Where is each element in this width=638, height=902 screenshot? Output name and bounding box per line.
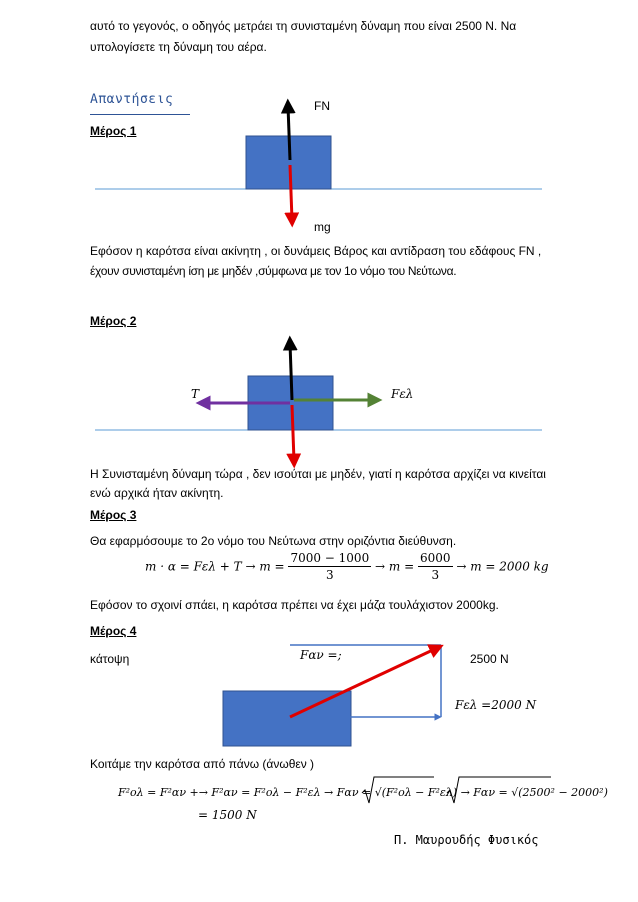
part2-text-2: ενώ αρχικά ήταν ακίνητη. [90,486,224,500]
part3-fraction-2 [418,550,453,583]
part4-view-label: κάτοψη [90,652,130,666]
intro-line-2: υπολογίσετε τη δύναμη του αέρα. [90,40,267,54]
part1-weight-arrow [290,165,292,220]
part3-fraction-1 [288,550,371,583]
footer-author: Π. Μαυρουδής Φυσικός [394,833,539,847]
part4-label-fan: Fαν =; [300,648,342,662]
part4-equation-line-2: = 1500 N [198,808,257,822]
part3-frac1-numerator: 7000 − 1000 [290,551,370,565]
part3-equation [145,550,549,583]
part4-text-1: Κοιτάμε την καρότσα από πάνω (άνωθεν ) [90,757,315,771]
part4-equation-line-1: F²ολ = F²αν +→ F²αν = F²ολ − F²ελ → Fαν = √(F²ολ − F²ελ) → Fαν = √(2500² − 2000²) [118,786,608,799]
part1-heading: Μέρος 1 [90,124,137,138]
part3-text-2: Εφόσον το σχοινί σπάει, η καρότσα πρέπει να έχει μάζα τουλάχιστον 2000kg. [90,598,499,612]
part3-eq-right: → m = 2000 kg [456,559,549,574]
part1-diagram [95,106,542,220]
part1-normal-force-arrow [288,106,290,160]
part2-label-elastic: Fελ [391,387,414,401]
intro-line-1: αυτό το γεγονός, ο οδηγός μετράει τη συνισταμένη δύναμη που είναι 2500 Ν. Να [90,19,517,33]
part2-heading: Μέρος 2 [90,314,137,328]
part2-normal-force-arrow [290,343,292,400]
part4-heading: Μέρος 4 [90,624,137,638]
part3-text-1: Θα εφαρμόσουμε το 2ο νόμο του Νεύτωνα στην οριζόντια διεύθυνση. [90,534,457,548]
part3-frac1-denominator: 3 [326,568,334,582]
part1-text-2: έχουν συνισταμένη ίση με μηδέν ,σύμφωνα με τον 1ο νόμο του Νεύτωνα. [90,264,457,278]
part2-text-1: Η Συνισταμένη δύναμη τώρα , δεν ισούται με μηδέν, γιατί η καρότσα αρχίζει να κινείται [90,467,546,481]
part2-label-tension: T [191,387,200,401]
part3-heading: Μέρος 3 [90,508,137,522]
part2-weight-arrow [292,405,294,461]
part4-label-fel: Fελ =2000 N [455,698,537,712]
part4-box [223,691,351,746]
part3-frac2-denominator: 3 [431,568,440,582]
part3-eq-mid: → m = [375,559,415,574]
part3-frac2-numerator: 6000 [419,551,451,565]
part1-label-mg: mg [314,220,331,234]
section-title: Απαντήσεις [90,92,174,107]
part1-label-fn: FN [314,99,330,113]
part2-diagram [95,343,542,461]
part1-text-1: Εφόσον η καρότσα είναι ακίνητη , οι δυνάμεις Βάρος και αντίδραση του εδάφους FN , [90,244,542,258]
part4-label-total: 2500 N [470,652,509,666]
part3-eq-left: m · α = Fελ + T → m = [145,559,285,574]
